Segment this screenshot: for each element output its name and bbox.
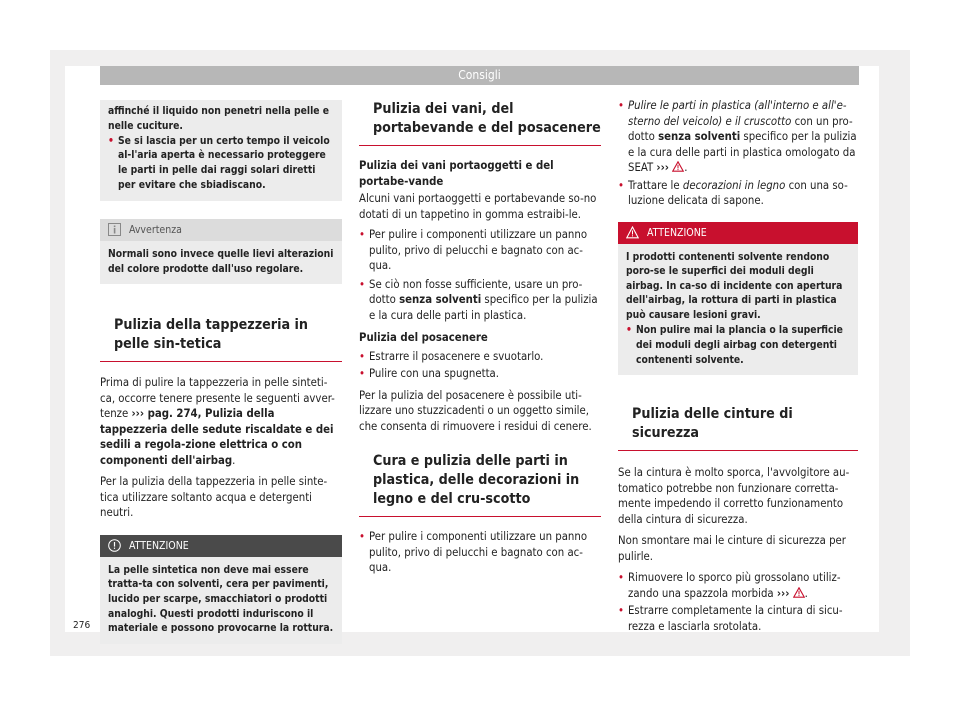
bullet-item: • Per pulire i componenti utilizzare un panno pulito, privo di pelucchi e bagnato con ac-qua. <box>359 529 601 576</box>
bold-text: senza solventi <box>658 130 741 143</box>
warning-triangle-icon[interactable] <box>793 587 805 598</box>
paragraph: Se la cintura è molto sporca, l'avvolgitore au-tomatico potrebbe non funzionare corretta-mente impedendo il corretto funzionamento della cintura di sicurezza. <box>618 466 850 526</box>
column-1 <box>100 92 342 644</box>
bullet-item: • Estrarre il posacenere e svuotarlo. <box>359 349 601 365</box>
italic-text: Pulire le parti in plastica (all'interno e all'e-sterno del veicolo) e il cruscotto <box>628 99 847 128</box>
text-span: specifico per la pulizia e la cura delle parti in plastica omologato da SEAT <box>628 130 857 174</box>
attention-text: I prodotti contenenti solvente rendono poro-se le superfici dei moduli degli airbag. In ca-so di incidente con apertura dell'airbag, la rottura di parti in plastica può causare lesioni gravi. <box>626 250 843 321</box>
exclamation-icon <box>108 539 121 552</box>
paragraph: Non smontare mai le cinture di sicurezza per pulirle. <box>618 534 846 563</box>
reference-arrow[interactable]: ››› <box>776 586 790 600</box>
attention-label: ATTENZIONE <box>647 226 707 239</box>
note-body <box>100 241 342 285</box>
note-header <box>100 219 342 241</box>
attention-text: La pelle sintetica non deve mai essere tratta-ta con solventi, cera per pavimenti, lucido per scarpe, smacchiatori o prodotti analoghi. Questi prodotti induriscono il materiale e possono provocarne la rottura. <box>108 563 334 635</box>
text-span: . <box>804 586 808 600</box>
bullet-item: • Pulire con una spugnetta. <box>359 366 601 382</box>
bullet-item <box>359 277 601 324</box>
note-text: Normali sono invece quelle lievi alterazioni del colore prodotte dall'uso regolare. <box>108 247 334 275</box>
section-rule <box>359 516 601 517</box>
info-icon <box>108 223 121 236</box>
text-span: . <box>232 453 236 467</box>
text-span: . <box>684 161 688 174</box>
section-title: Pulizia delle cinture di sicurezza <box>632 406 793 442</box>
paragraph <box>100 375 342 468</box>
text-span: con una so-luzione delicata di sapone. <box>628 178 848 207</box>
bullet-item: • Estrarre completamente la cintura di sicu-rezza e lasciarla srotolata. <box>618 603 858 634</box>
text-span: Se ciò non fosse sufficiente, usare un pro-dotto <box>369 277 583 306</box>
bold-text: senza solventi <box>399 293 482 306</box>
attention-box <box>618 222 858 376</box>
section-plastic-care <box>359 452 601 517</box>
attention-header <box>618 222 858 244</box>
box-bullet: • Se si lascia per un certo tempo il veicolo al-l'aria aperta è necessario proteggere le parti in pelle dai raggi solari diretti per evitare che sbiadiscano. <box>108 134 334 193</box>
chapter-header-bar <box>100 66 859 85</box>
attention-label: ATTENZIONE <box>129 539 189 552</box>
paragraph: Alcuni vani portaoggetti e portabevande so-no dotati di un tappetino in gomma estraibi-le. <box>359 192 597 221</box>
bullet-item <box>618 98 858 176</box>
section-title: Pulizia dei vani, del portabevande e del posacenere <box>373 101 601 136</box>
column-3 <box>618 92 858 634</box>
paragraph: Per la pulizia del posacenere è possibile uti-lizzare uno stuzzicadenti o un oggetto simile, che consenta di rimuovere i residui di cenere. <box>359 388 592 433</box>
section-compartments <box>359 100 601 146</box>
attention-bullet: • Non pulire mai la plancia o la superficie dei moduli degli airbag con detergenti contenenti solvente. <box>626 323 850 367</box>
attention-body <box>100 557 342 644</box>
attention-box <box>100 535 342 644</box>
continued-warning-box <box>100 100 342 201</box>
page-number: 276 <box>73 620 91 631</box>
chapter-title: Consigli <box>458 68 501 82</box>
section-title: Cura e pulizia delle parti in plastica, delle decorazioni in legno e del cru-scotto <box>373 453 580 507</box>
attention-header <box>100 535 342 557</box>
subheading: Pulizia del posacenere <box>359 331 488 344</box>
note-box <box>100 219 342 285</box>
text-span: Trattare le <box>628 178 683 192</box>
column-2 <box>359 92 601 576</box>
page-reference-link[interactable]: pag. 274, Pulizia della tappezzeria delle sedute riscaldate e dei sedili a regola-zione elettrica o con componenti dell'airbag <box>100 407 334 467</box>
section-title: Pulizia della tappezzeria in pelle sin-tetica <box>114 317 308 353</box>
text-span: con un pro-dotto <box>628 114 853 143</box>
paragraph: Per la pulizia della tappezzeria in pelle sinte-tica utilizzare soltanto acqua e detergenti neutri. <box>100 475 328 520</box>
text-span: Rimuovere lo sporco più grossolano utiliz-zando una spazzola morbida <box>628 571 841 600</box>
text-span: specifico per la pulizia e la cura delle parti in plastica. <box>369 293 598 322</box>
section-synthetic-leather <box>100 316 342 362</box>
reference-arrow: ››› <box>131 407 145 421</box>
attention-body <box>618 244 858 376</box>
subheading: Pulizia dei vani portaoggetti e del portabe-vande <box>359 159 554 188</box>
section-rule <box>100 361 342 362</box>
italic-text: decorazioni in legno <box>682 178 786 192</box>
bullet-item <box>618 570 858 601</box>
section-seat-belts <box>618 405 858 451</box>
warning-triangle-icon <box>626 226 639 239</box>
section-rule <box>359 145 601 146</box>
box-paragraph: affinché il liquido non penetri nella pelle e nelle cuciture. <box>108 105 330 132</box>
section-rule <box>618 450 858 451</box>
warning-triangle-icon[interactable] <box>672 161 684 172</box>
bullet-item: • Per pulire i componenti utilizzare un panno pulito, privo di pelucchi e bagnato con ac-qua. <box>359 227 601 274</box>
note-label: Avvertenza <box>129 223 182 236</box>
text-span: Prima di pulire la tappezzeria in pelle sinteti-ca, occorre tenere presente le seguenti avver-tenze <box>100 376 335 421</box>
bullet-item <box>618 178 858 209</box>
reference-arrow[interactable]: ››› <box>656 161 669 174</box>
